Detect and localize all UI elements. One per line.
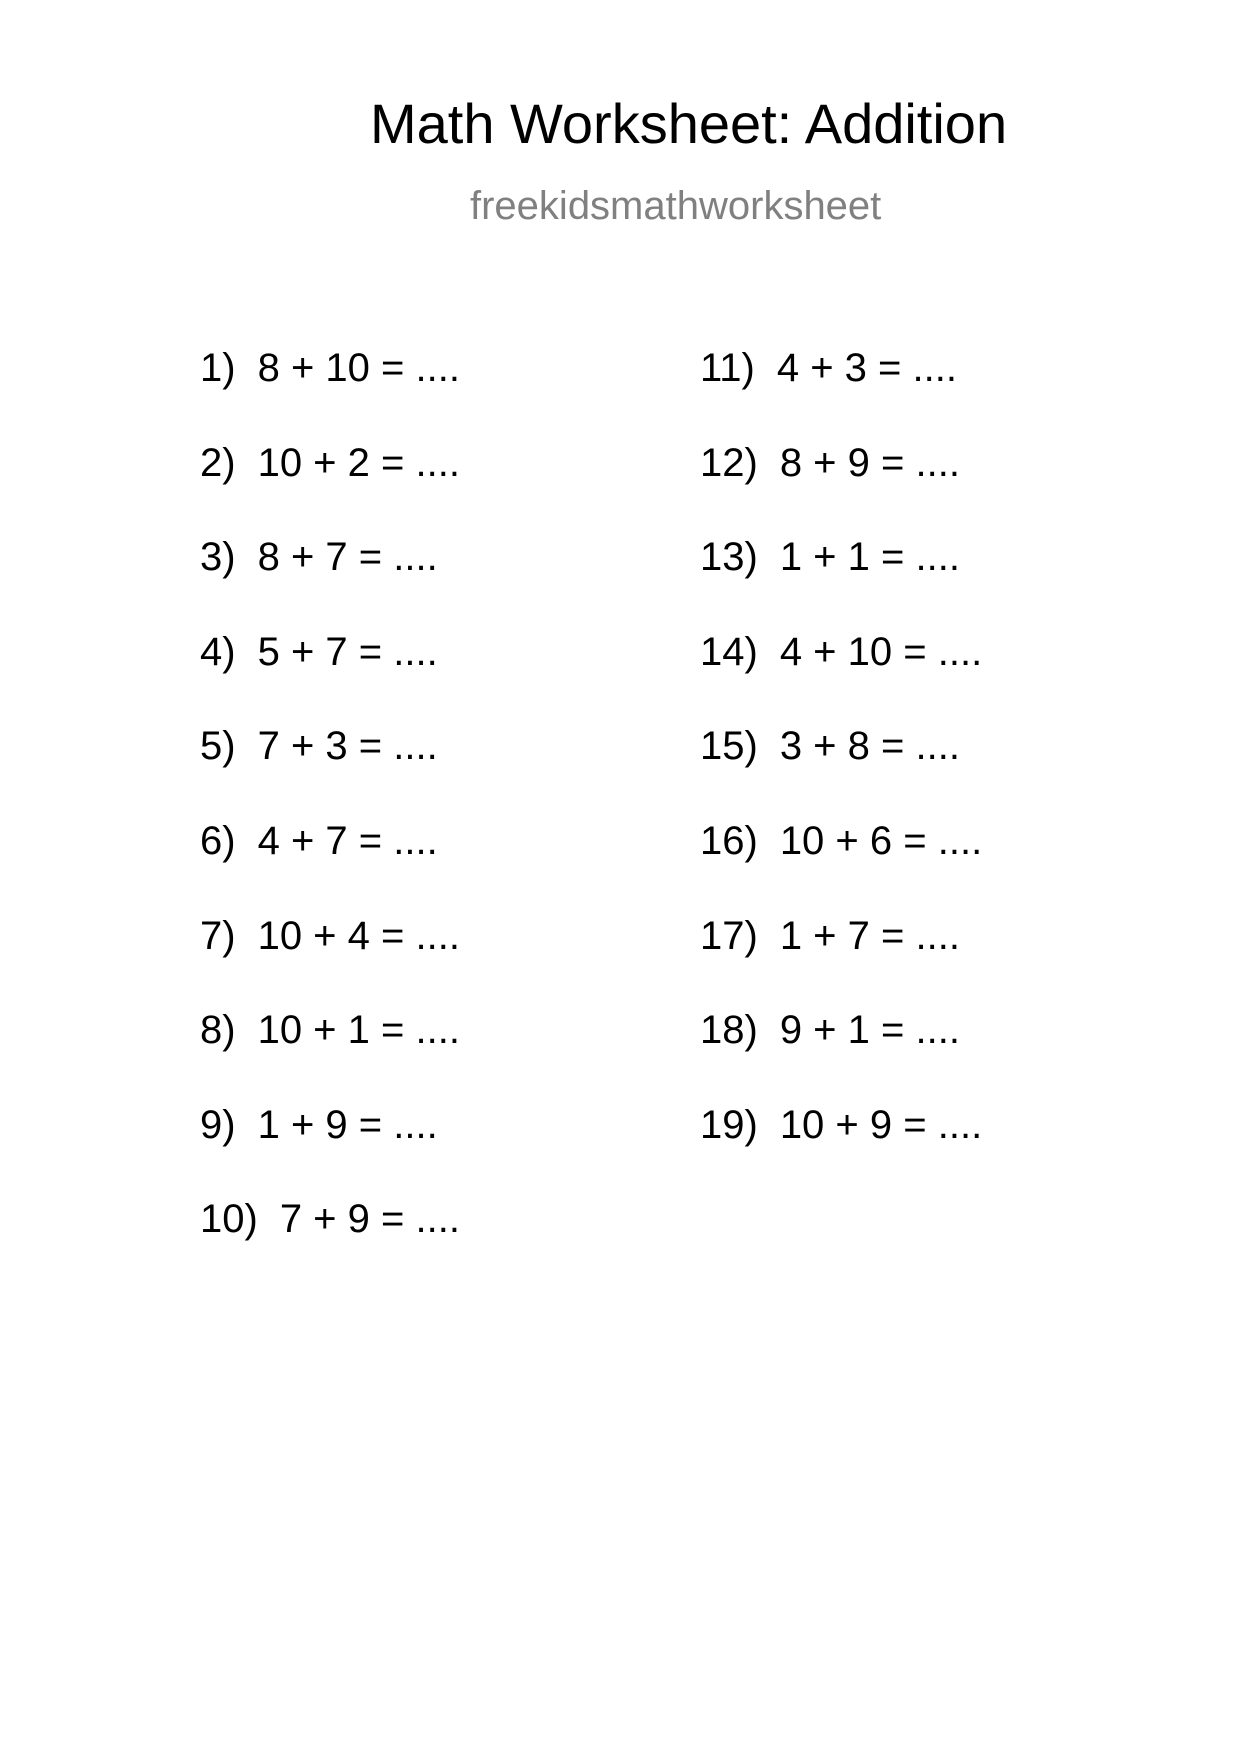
problem-equation: 8 + 10 = .... <box>257 346 460 390</box>
problem-item <box>200 537 460 632</box>
problem-equation: 7 + 9 = .... <box>279 1197 460 1242</box>
problem-number: 5) <box>200 724 236 769</box>
problem-item <box>200 913 460 1011</box>
problem-number: 2) <box>200 440 236 485</box>
problem-item <box>700 913 982 1011</box>
problem-item <box>200 726 460 821</box>
problem-number: 17) <box>700 913 758 958</box>
problem-item <box>700 537 982 632</box>
problem-equation: 1 + 7 = .... <box>779 913 960 958</box>
problem-number: 12) <box>700 440 758 485</box>
problem-equation: 4 + 10 = .... <box>779 629 983 674</box>
worksheet-subtitle: freekidsmathworksheet <box>470 184 882 228</box>
problem-number: 15) <box>700 724 758 769</box>
problem-number: 6) <box>200 818 236 863</box>
problem-number: 19) <box>700 1102 758 1147</box>
problem-item <box>700 1102 983 1200</box>
problem-number: 1) <box>200 346 236 390</box>
problem-equation: 7 + 3 = .... <box>257 724 438 769</box>
problem-item <box>700 348 982 443</box>
problem-number: 10) <box>200 1197 258 1242</box>
problem-equation: 4 + 7 = .... <box>257 818 438 863</box>
problem-item <box>700 440 982 538</box>
problem-item <box>200 1199 460 1294</box>
problem-item <box>700 818 983 916</box>
problem-number: 9) <box>200 1102 236 1147</box>
problem-equation: 10 + 6 = .... <box>779 818 983 863</box>
problem-equation: 1 + 9 = .... <box>257 1102 438 1147</box>
problem-equation: 5 + 7 = .... <box>257 629 438 674</box>
problem-number: 14) <box>700 629 758 674</box>
problem-item <box>700 726 982 821</box>
problem-equation: 3 + 8 = .... <box>779 724 960 769</box>
problem-item <box>700 1010 982 1105</box>
problem-equation: 8 + 7 = .... <box>257 535 438 580</box>
problem-number: 8) <box>200 1008 236 1053</box>
problem-item <box>200 1102 460 1200</box>
problem-item <box>200 1010 460 1105</box>
problem-equation: 4 + 3 = .... <box>776 346 957 390</box>
problem-number: 16) <box>700 818 758 863</box>
problem-equation: 8 + 9 = .... <box>779 440 960 485</box>
problem-list-left <box>200 348 460 1294</box>
problem-item <box>200 348 460 443</box>
worksheet-title: Math Worksheet: Addition <box>370 92 1008 155</box>
problem-equation: 9 + 1 = .... <box>779 1008 960 1053</box>
problem-item <box>200 440 460 538</box>
problem-item <box>200 818 460 916</box>
problem-item <box>700 629 983 727</box>
problem-equation: 10 + 2 = .... <box>257 440 460 485</box>
problem-number: 3) <box>200 535 236 580</box>
problem-equation: 1 + 1 = .... <box>779 535 960 580</box>
problem-item <box>200 629 460 727</box>
problem-list-right <box>700 348 982 1199</box>
problem-number: 18) <box>700 1008 758 1053</box>
problem-number: 13) <box>700 535 758 580</box>
problem-equation: 10 + 1 = .... <box>257 1008 460 1053</box>
problem-number: 11) <box>700 346 755 390</box>
problem-number: 7) <box>200 913 236 958</box>
problem-number: 4) <box>200 629 236 674</box>
problem-equation: 10 + 4 = .... <box>257 913 460 958</box>
problem-equation: 10 + 9 = .... <box>779 1102 983 1147</box>
